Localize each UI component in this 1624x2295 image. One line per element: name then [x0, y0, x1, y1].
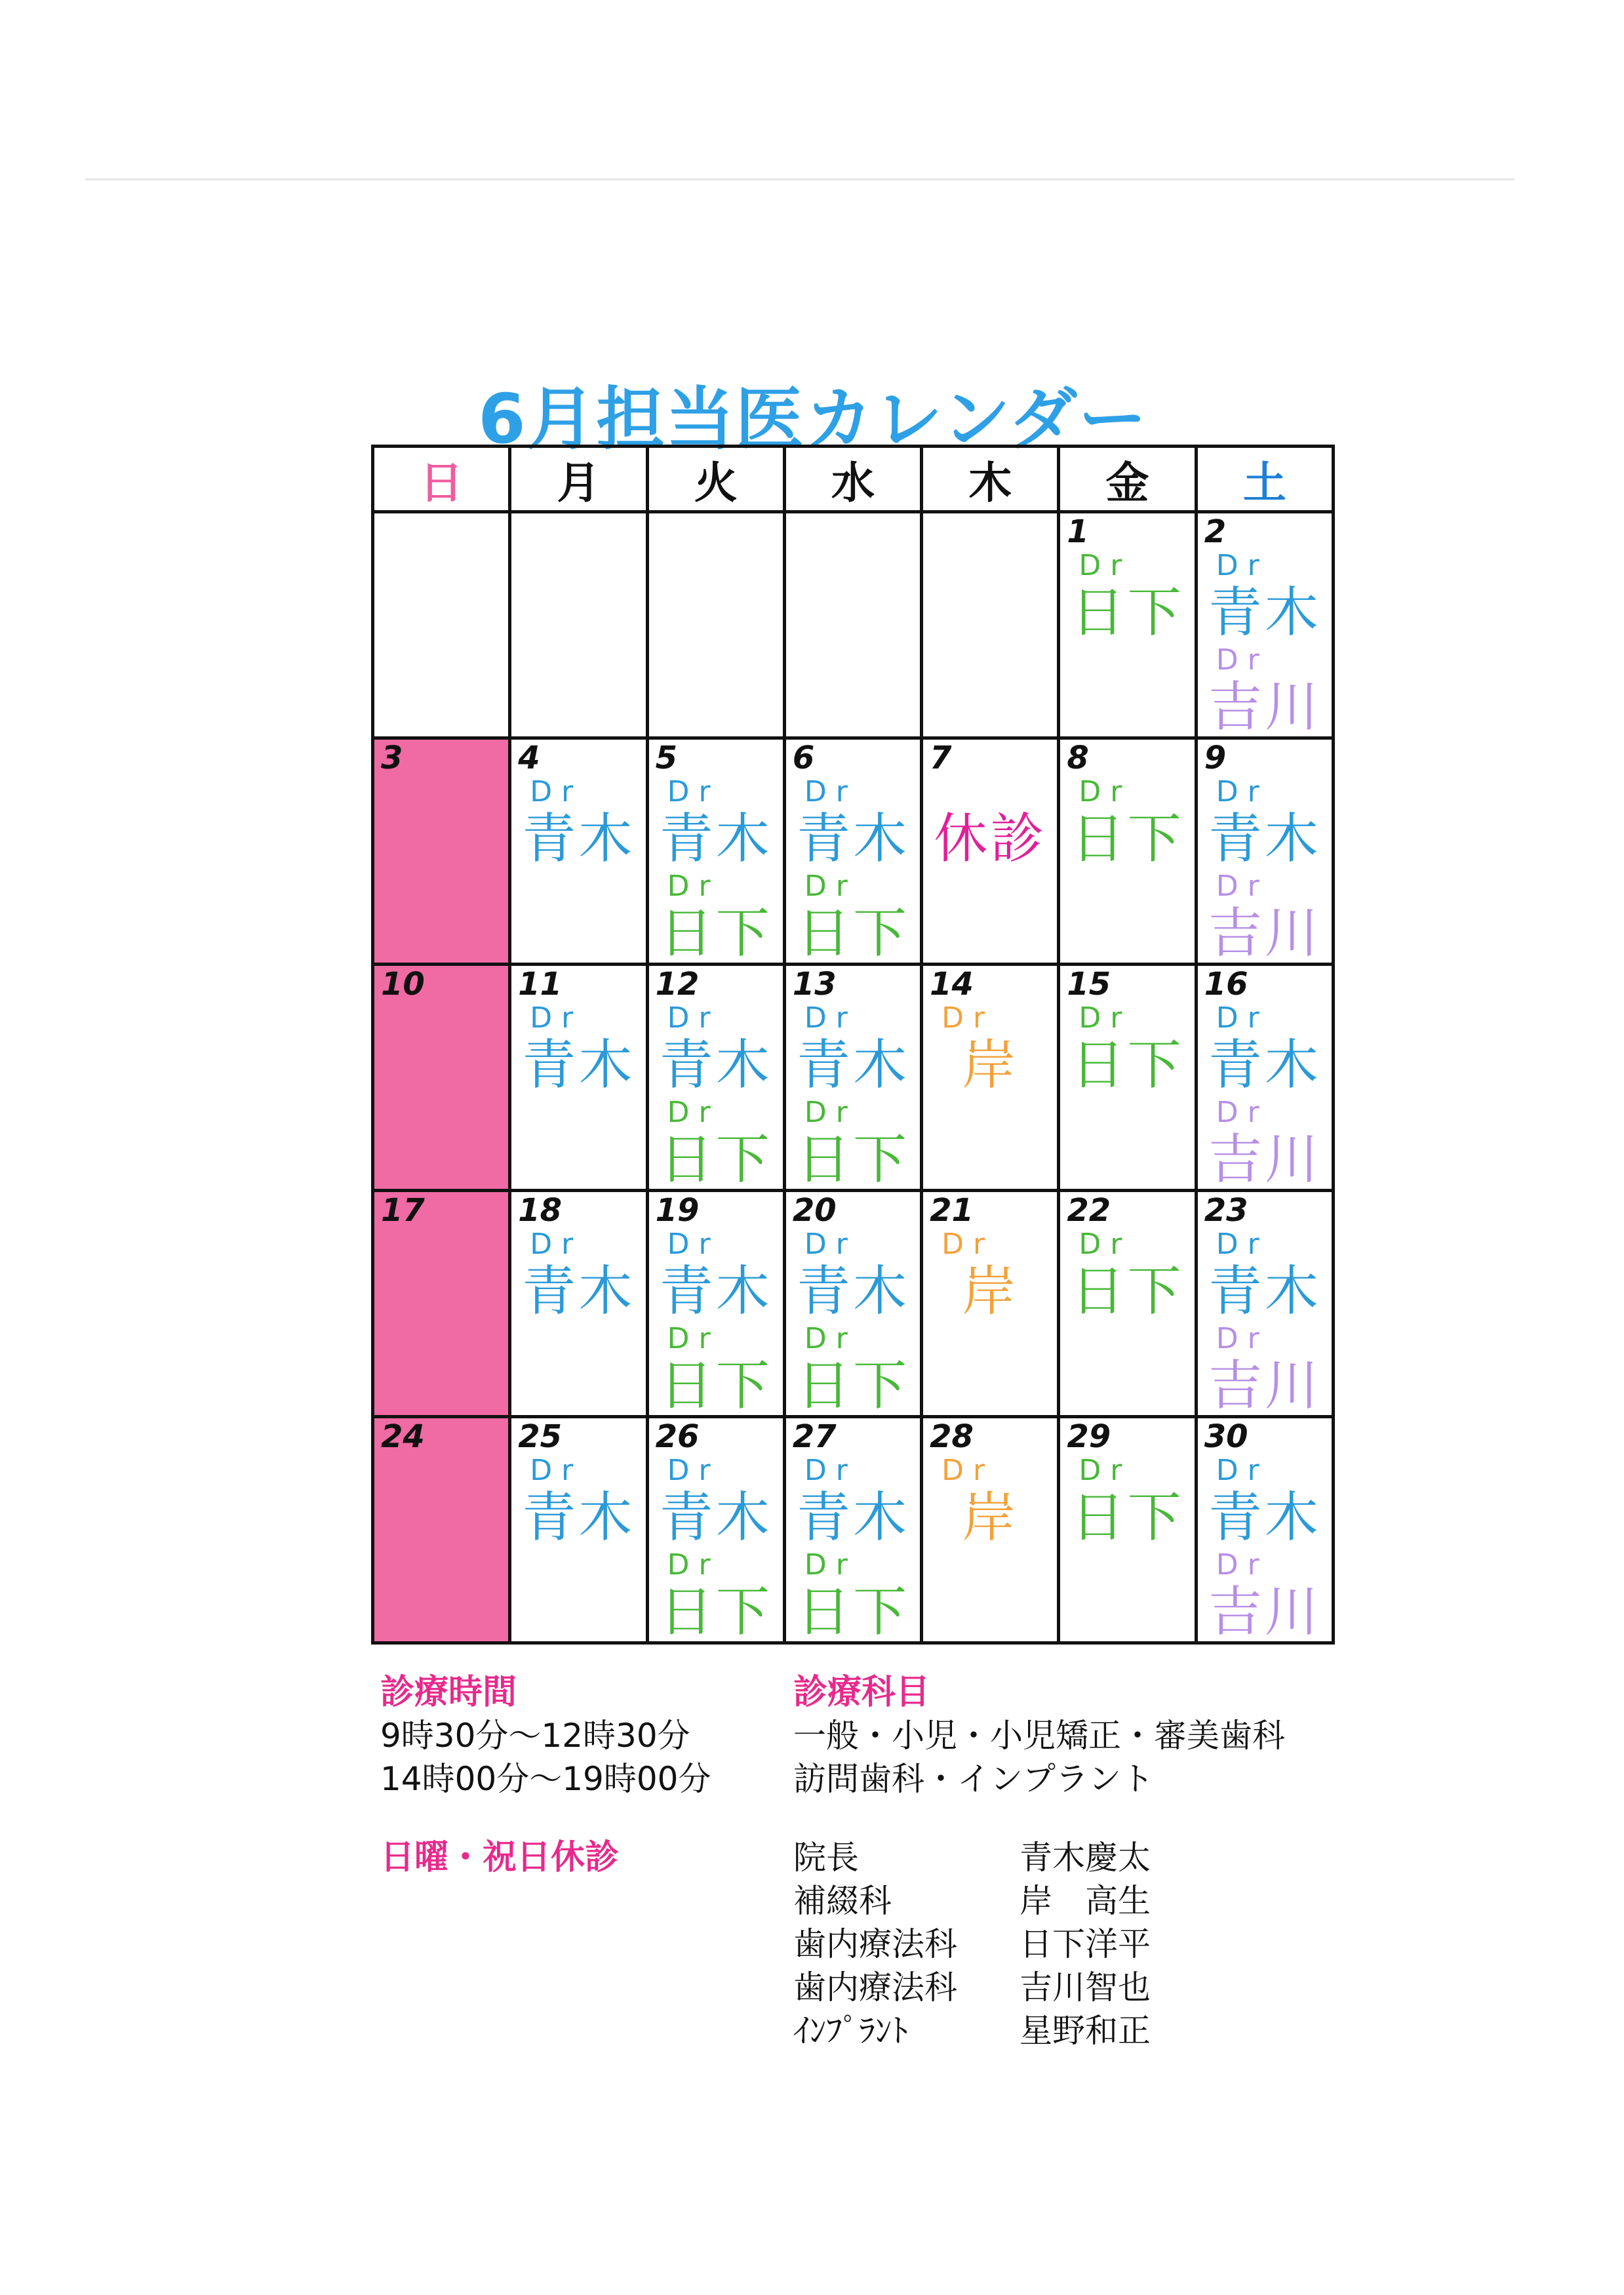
staff-name: 吉川智也: [1020, 1968, 1151, 2006]
calendar-day-cell: [1059, 1191, 1196, 1417]
dr-label: Dr: [1216, 1322, 1269, 1355]
dr-label: Dr: [1216, 1096, 1269, 1129]
calendar-day-cell: [922, 1191, 1059, 1417]
doctor-entries: [1198, 1229, 1332, 1418]
doctor-name: 吉川: [1208, 1355, 1321, 1417]
calendar-day-cell: [1059, 512, 1196, 738]
doctor-entries: [786, 1229, 920, 1418]
doctor-entries: [1198, 776, 1332, 965]
dr-label: Dr: [667, 1227, 720, 1261]
doctor-name: 青木: [522, 1260, 635, 1323]
day-number: 23: [1204, 1192, 1248, 1229]
calendar-day-cell: [647, 738, 784, 965]
doctor-entries: [1198, 1003, 1332, 1191]
doctor-name: 日下: [1071, 808, 1184, 870]
calendar-day-cell: [1059, 738, 1196, 965]
departments-line-2: 訪問歯科・インプラント: [793, 1760, 1154, 1798]
doctor-name: 青木: [1208, 1034, 1321, 1096]
doctor-name: 日下: [1071, 1260, 1184, 1323]
doctor-calendar: [371, 445, 1335, 1645]
calendar-day-cell: [922, 738, 1059, 965]
doctor-entries: [923, 1455, 1057, 1549]
doctor-name: 岸: [962, 1034, 1019, 1096]
dr-label: Dr: [1079, 1001, 1132, 1035]
doctor-name: 日下: [796, 1581, 909, 1643]
calendar-day-cell: [1196, 1417, 1333, 1643]
doctor-name: 青木: [1208, 582, 1321, 644]
dr-label: Dr: [941, 1454, 995, 1487]
staff-row: [793, 1836, 1151, 1879]
doctor-entries: [786, 776, 920, 965]
hours-line-1: 9時30分～12時30分: [380, 1717, 690, 1755]
day-number: 14: [930, 966, 974, 1003]
dr-label: Dr: [530, 1001, 583, 1035]
doctor-name: 日下: [659, 1355, 772, 1417]
calendar-day-cell: [373, 1191, 510, 1417]
day-number: 6: [792, 740, 815, 776]
calendar-day-cell: [510, 512, 647, 738]
staff-name: 岸 高生: [1020, 1882, 1151, 1920]
staff-role: 補綴科: [793, 1882, 892, 1920]
calendar-day-cell: [1196, 738, 1333, 965]
dr-label: Dr: [1079, 549, 1132, 582]
day-number: 17: [381, 1192, 425, 1229]
doctor-name: 日下: [1071, 582, 1184, 644]
calendar-day-cell: [784, 738, 921, 965]
dr-label: Dr: [1216, 1454, 1269, 1487]
day-number: 1: [1067, 513, 1089, 550]
day-number: 2: [1204, 513, 1227, 550]
dr-label: Dr: [804, 1322, 857, 1355]
staff-name: 日下洋平: [1020, 1925, 1151, 1963]
weekday-sun: 日: [373, 447, 510, 512]
staff-role: 歯内療法科: [793, 1968, 957, 2006]
departments-section: [793, 1671, 1285, 1801]
doctor-name: 吉川: [1208, 902, 1321, 965]
staff-row: [793, 1879, 1151, 1923]
calendar-day-cell: [922, 1417, 1059, 1643]
doctor-name: 吉川: [1208, 1128, 1321, 1191]
calendar-day-cell: [373, 738, 510, 965]
day-number: 7: [930, 740, 952, 776]
dr-label: Dr: [1216, 549, 1269, 582]
dr-label: Dr: [804, 1227, 857, 1261]
doctor-entries: [511, 1229, 645, 1323]
departments-heading: 診療科目: [793, 1673, 930, 1712]
staff-list: [793, 1836, 1151, 2052]
calendar-day-cell: [373, 965, 510, 1191]
calendar-day-cell: [1059, 965, 1196, 1191]
doctor-entries: [1198, 1455, 1332, 1644]
doctor-name: 日下: [796, 902, 909, 965]
staff-row: [793, 2009, 1151, 2052]
dr-label: Dr: [804, 775, 857, 808]
calendar-day-cell: [510, 965, 647, 1191]
day-number: 16: [1204, 966, 1248, 1003]
staff-role: ｲﾝﾌﾟﾗﾝﾄ: [793, 2012, 908, 2050]
doctor-entries: [786, 1003, 920, 1191]
doctor-name: 青木: [659, 1487, 772, 1549]
calendar-day-cell: [510, 1417, 647, 1643]
calendar-day-cell: [922, 965, 1059, 1191]
calendar-day-cell: [1196, 1191, 1333, 1417]
dr-label: Dr: [1079, 775, 1132, 808]
dr-label: Dr: [804, 1548, 857, 1582]
dr-label: Dr: [1216, 869, 1269, 903]
doctor-entries: [1060, 1229, 1194, 1323]
doctor-name: 青木: [796, 1034, 909, 1096]
doctor-name: 青木: [796, 808, 909, 870]
day-number: 10: [381, 966, 425, 1003]
dr-label: Dr: [667, 1454, 720, 1487]
doctor-entries: [1060, 1003, 1194, 1097]
top-divider: [85, 178, 1515, 180]
dr-label: Dr: [530, 775, 583, 808]
calendar-day-cell: [373, 512, 510, 738]
doctor-name: 青木: [659, 808, 772, 870]
doctor-name: 青木: [1208, 808, 1321, 870]
day-number: 26: [655, 1418, 700, 1455]
dr-label: Dr: [530, 1454, 583, 1487]
doctor-name: 青木: [659, 1034, 772, 1096]
calendar-day-cell: [510, 1191, 647, 1417]
doctor-entries: [511, 1003, 645, 1097]
weekday-thu: 木: [922, 447, 1059, 512]
dr-label: Dr: [530, 1227, 583, 1261]
doctor-entries: [923, 1229, 1057, 1323]
doctor-name: 青木: [796, 1487, 909, 1549]
doctor-entries: [649, 1229, 783, 1418]
calendar-day-cell: [647, 1417, 784, 1643]
day-number: 30: [1204, 1418, 1248, 1455]
dr-label: Dr: [1079, 1454, 1132, 1487]
calendar-week-row: [373, 1417, 1334, 1643]
spacer: [923, 776, 1057, 808]
doctor-entries: [511, 1455, 645, 1549]
staff-role: 歯内療法科: [793, 1925, 957, 1963]
closed-label: 休診: [934, 808, 1047, 870]
doctor-name: 吉川: [1208, 1581, 1321, 1643]
doctor-name: 日下: [659, 1128, 772, 1191]
weekday-wed: 水: [784, 447, 921, 512]
day-number: 28: [930, 1418, 974, 1455]
doctor-entries: [649, 776, 783, 965]
day-number: 25: [518, 1418, 563, 1455]
day-number: 12: [655, 966, 700, 1003]
staff-row: [793, 1923, 1151, 1966]
dr-label: Dr: [804, 1454, 857, 1487]
calendar-day-cell: [1196, 512, 1333, 738]
day-number: 9: [1204, 740, 1227, 776]
dr-label: Dr: [1216, 1227, 1269, 1261]
dr-label: Dr: [1216, 1001, 1269, 1035]
doctor-entries: [1198, 550, 1332, 739]
hours-line-2: 14時00分～19時00分: [380, 1760, 711, 1798]
closed-note: 日曜・祝日休診: [380, 1838, 620, 1877]
doctor-name: 日下: [659, 1581, 772, 1643]
doctor-name: 青木: [522, 1487, 635, 1549]
day-number: 21: [930, 1192, 974, 1229]
day-number: 8: [1067, 740, 1089, 776]
calendar-day-cell: [647, 512, 784, 738]
day-number: 22: [1067, 1192, 1111, 1229]
weekday-fri: 金: [1059, 447, 1196, 512]
dr-label: Dr: [804, 1096, 857, 1129]
calendar-body: [373, 512, 1334, 1643]
staff-name: 青木慶太: [1020, 1839, 1151, 1877]
calendar-week-row: [373, 965, 1334, 1191]
doctor-entries: [923, 1003, 1057, 1097]
doctor-name: 青木: [522, 1034, 635, 1096]
dr-label: Dr: [804, 1001, 857, 1035]
doctor-entries: [1060, 776, 1194, 871]
calendar-day-cell: [373, 1417, 510, 1643]
dr-label: Dr: [804, 869, 857, 903]
day-number: 3: [381, 740, 403, 776]
dr-label: Dr: [667, 1096, 720, 1129]
staff-role: 院長: [793, 1839, 859, 1877]
calendar-day-cell: [647, 1191, 784, 1417]
weekday-sat: 土: [1196, 447, 1333, 512]
doctor-name: 青木: [1208, 1260, 1321, 1323]
day-number: 15: [1067, 966, 1111, 1003]
hours-heading: 診療時間: [380, 1673, 517, 1712]
departments-line-1: 一般・小児・小児矯正・審美歯科: [793, 1717, 1285, 1755]
dr-label: Dr: [667, 1322, 720, 1355]
dr-label: Dr: [941, 1001, 995, 1035]
page-title: 6月担当医カレンダー: [478, 379, 1148, 459]
doctor-name: 青木: [1208, 1487, 1321, 1549]
doctor-name: 岸: [962, 1487, 1019, 1549]
day-number: 27: [792, 1418, 837, 1455]
weekday-tue: 火: [647, 447, 784, 512]
dr-label: Dr: [1216, 1548, 1269, 1582]
day-number: 4: [518, 740, 540, 776]
dr-label: Dr: [941, 1227, 995, 1261]
doctor-entries: [1060, 1455, 1194, 1549]
doctor-name: 吉川: [1208, 676, 1321, 738]
doctor-name: 青木: [659, 1260, 772, 1323]
dr-label: Dr: [1079, 1227, 1132, 1261]
doctor-name: 青木: [796, 1260, 909, 1323]
weekday-header-row: [373, 447, 1334, 512]
calendar-day-cell: [784, 1191, 921, 1417]
day-number: 5: [655, 740, 677, 776]
calendar-day-cell: [784, 965, 921, 1191]
dr-label: Dr: [667, 775, 720, 808]
calendar-day-cell: [647, 965, 784, 1191]
doctor-name: 日下: [659, 902, 772, 965]
calendar-day-cell: [784, 512, 921, 738]
doctor-entries: [786, 1455, 920, 1644]
doctor-entries: [649, 1455, 783, 1644]
dr-label: Dr: [667, 869, 720, 903]
doctor-entries: [923, 776, 1057, 871]
dr-label: Dr: [667, 1548, 720, 1582]
calendar-day-cell: [922, 512, 1059, 738]
calendar-day-cell: [510, 738, 647, 965]
staff-row: [793, 1966, 1151, 2009]
staff-name: 星野和正: [1020, 2012, 1151, 2050]
doctor-name: 青木: [522, 808, 635, 870]
doctor-name: 日下: [1071, 1034, 1184, 1096]
calendar-day-cell: [1059, 1417, 1196, 1643]
calendar-week-row: [373, 738, 1334, 965]
dr-label: Dr: [667, 1001, 720, 1035]
calendar-week-row: [373, 512, 1334, 738]
calendar-day-cell: [784, 1417, 921, 1643]
day-number: 11: [518, 966, 563, 1003]
weekday-mon: 月: [510, 447, 647, 512]
doctor-name: 岸: [962, 1260, 1019, 1323]
day-number: 13: [792, 966, 837, 1003]
calendar-week-row: [373, 1191, 1334, 1417]
day-number: 29: [1067, 1418, 1111, 1455]
doctor-entries: [1060, 550, 1194, 645]
doctor-entries: [511, 776, 645, 871]
day-number: 19: [655, 1192, 700, 1229]
calendar-day-cell: [1196, 965, 1333, 1191]
day-number: 24: [381, 1418, 425, 1455]
doctor-name: 日下: [1071, 1487, 1184, 1549]
hours-section: [380, 1671, 711, 1801]
day-number: 20: [792, 1192, 837, 1229]
doctor-name: 日下: [796, 1355, 909, 1417]
doctor-name: 日下: [796, 1128, 909, 1191]
dr-label: Dr: [1216, 643, 1269, 677]
dr-label: Dr: [1216, 775, 1269, 808]
doctor-entries: [649, 1003, 783, 1191]
day-number: 18: [518, 1192, 563, 1229]
